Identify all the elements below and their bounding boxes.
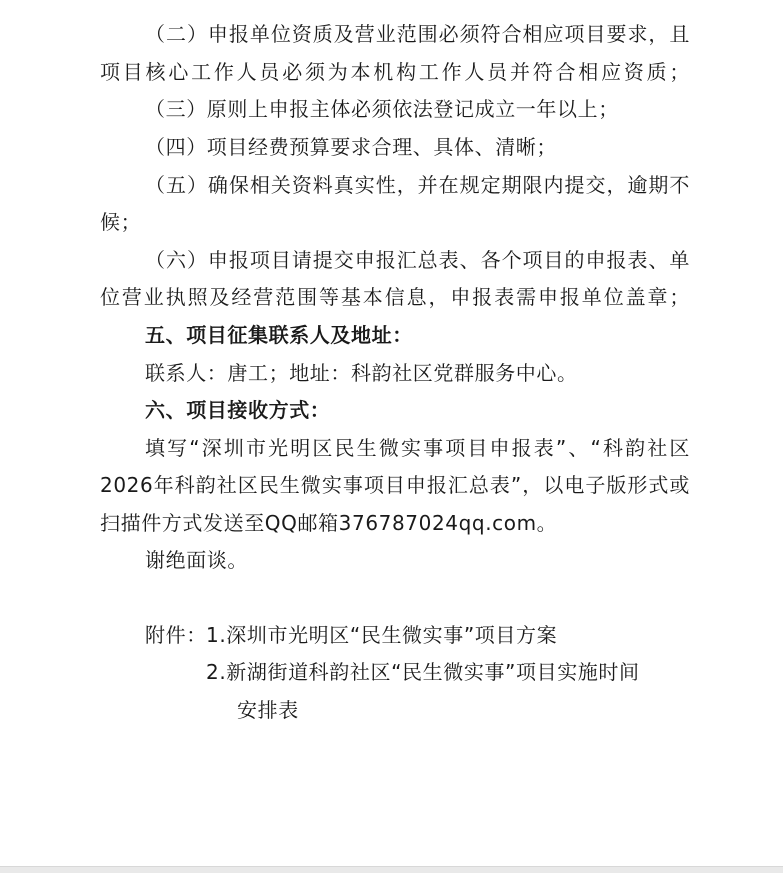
paragraph-4-line-1: （四）项目经费预算要求合理、具体、清晰； [145,135,557,159]
attachments-label: 附件： [145,623,207,647]
paragraph-5-line-2: 候； [100,210,142,234]
paragraph-5-line-1: （五）确保相关资料真实性，并在规定期限内提交，逾期不 [145,173,690,197]
paragraph-2-line-2: 项目核心工作人员必须为本机构工作人员并符合相应资质； [100,60,690,84]
paragraph-6-line-2: 位营业执照及经营范围等基本信息，申报表需申报单位盖章； [100,285,690,309]
section-5-heading: 五、项目征集联系人及地址： [145,323,413,347]
paragraph-2-line-1: （二）申报单位资质及营业范围必须符合相应项目要求，且 [145,22,690,46]
section-6-line-2: 2026年科韵社区民生微实事项目申报汇总表”，以电子版形式或 [100,473,690,497]
attachment-item-2: 2.新湖街道科韵社区“民生微实事”项目实施时间 [206,660,640,684]
attachment-item-1: 1.深圳市光明区“民生微实事”项目方案 [206,623,558,647]
section-6-line-1: 填写“深圳市光明区民生微实事项目申报表”、“科韵社区 [145,436,690,460]
section-6-closing: 谢绝面谈。 [145,548,248,572]
paragraph-6-line-1: （六）申报项目请提交申报汇总表、各个项目的申报表、单 [145,248,690,272]
attachment-item-2-continued: 安排表 [237,698,299,722]
section-5-contact: 联系人：唐工；地址：科韵社区党群服务中心。 [145,361,578,385]
section-6-line-3: 扫描件方式发送至QQ邮箱376787024qq.com。 [100,511,558,535]
section-6-heading: 六、项目接收方式： [145,398,331,422]
paragraph-3-line-1: （三）原则上申报主体必须依法登记成立一年以上； [145,97,619,121]
